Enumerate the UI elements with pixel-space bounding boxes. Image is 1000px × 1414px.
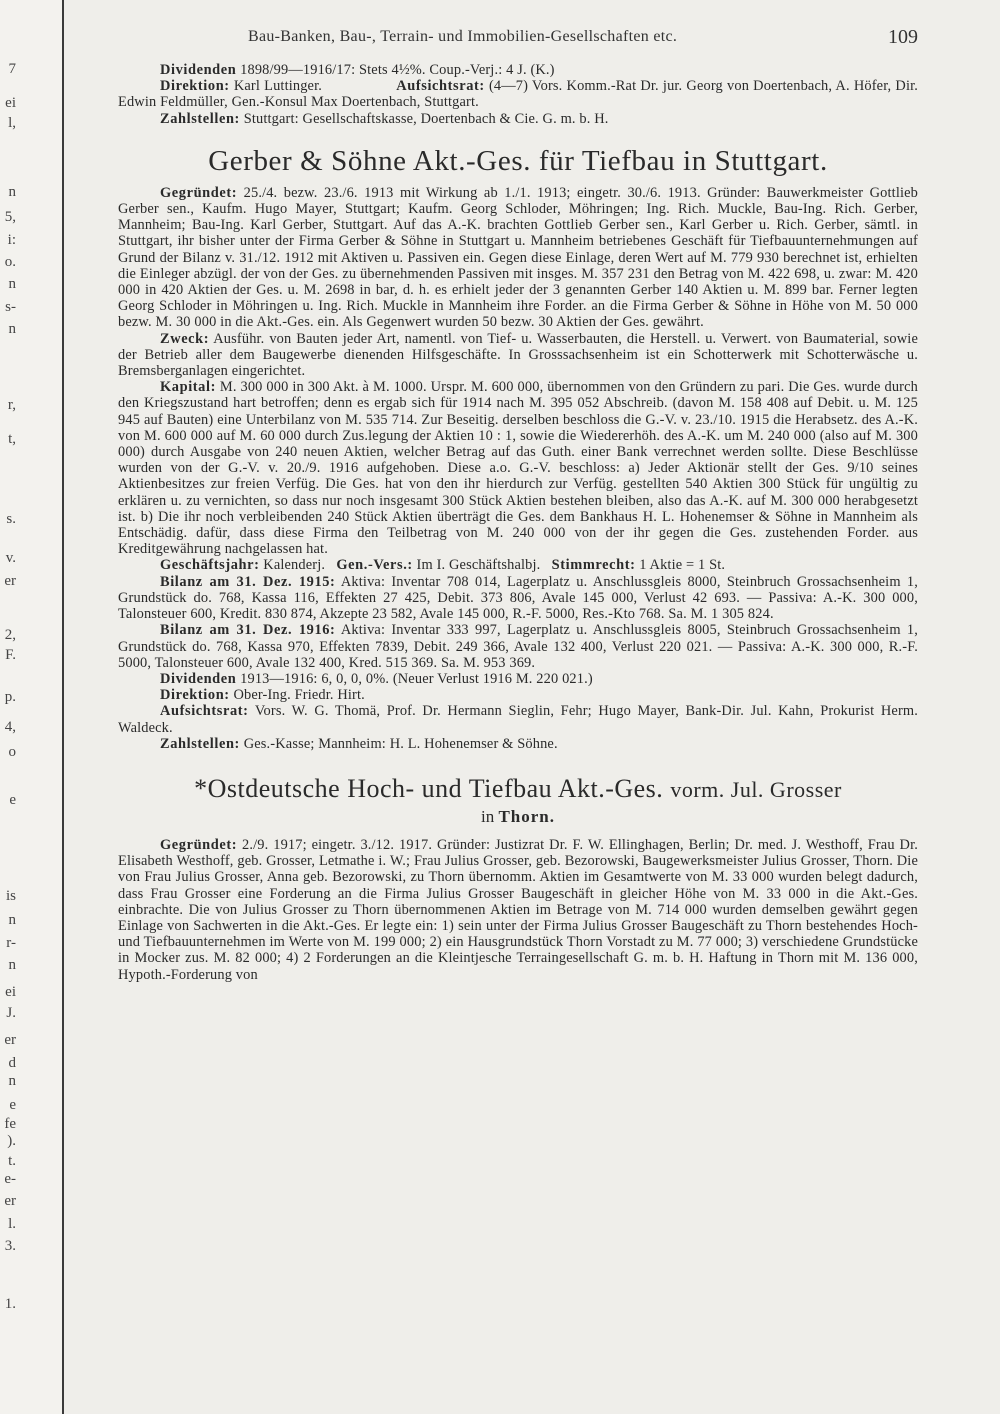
direktion-label: Direktion: xyxy=(160,78,230,95)
gutter-mark: r- xyxy=(6,935,16,951)
gutter-mark: n xyxy=(8,184,16,200)
dividenden-text: 1898/99—1916/17: Stets 4½%. Coup.-Verj.: 4 J. (K.) xyxy=(240,62,555,78)
dividenden-paragraph xyxy=(118,671,918,687)
bilanz-1915-text: Aktiva: Inventar 708 014, Lagerplatz u. Anschlussgleis 8000, Steinbruch Grossachsenheim 1, Grundstück do. 768, Kassa 116, Effekten 27 425, Debit. 373 806, Avale 145 000, Verlust 42 693. — Passiva: A.-K. 300 000, Talonsteuer 600, Kredit. 830 874, Akzepte 23 582, Avale 145 000, R.-F. 5000, Res.-Kto 768. Sa. M. 1 305 824. xyxy=(118,573,919,623)
gutter-mark: er xyxy=(4,573,16,589)
aufsichtsrat-text: (4—7) Vors. Komm.-Rat Dr. jur. Georg von Doertenbach, A. Höfer, Dir. Edwin Feldmüller, Gen.-Konsul Max Doertenbach, Stuttgart. xyxy=(118,78,919,111)
genvers-text: Im I. Geschäftshalbj. xyxy=(416,557,541,574)
aufsichtsrat-label: Aufsichtsrat: xyxy=(160,703,249,720)
left-margin-gutter xyxy=(0,0,64,1414)
gutter-mark: er xyxy=(4,1032,16,1048)
gutter-mark: p. xyxy=(4,689,16,705)
gutter-mark: i: xyxy=(7,232,16,248)
gutter-mark: v. xyxy=(5,550,16,566)
zahlstellen-text: Ges.-Kasse; Mannheim: H. L. Hohenemser & Söhne. xyxy=(243,735,558,752)
genvers-label: Gen.-Vers.: xyxy=(336,557,413,574)
gutter-mark: n xyxy=(8,1073,16,1089)
aufsichtsrat-label: Aufsichtsrat: xyxy=(396,78,485,95)
gutter-mark: n xyxy=(8,321,16,337)
gutter-mark: 1. xyxy=(4,1296,16,1312)
gutter-mark: l. xyxy=(8,1216,16,1232)
gutter-mark: n xyxy=(8,912,16,928)
gutter-mark: s. xyxy=(6,511,16,527)
stimmrecht-label: Stimmrecht: xyxy=(551,557,636,574)
running-title: Bau-Banken, Bau-, Terrain- und Immobilien-Gesellschaften etc. xyxy=(248,28,678,45)
gutter-mark: t. xyxy=(8,1153,16,1169)
gutter-mark: er xyxy=(4,1193,16,1209)
kapital-text: M. 300 000 in 300 Akt. à M. 1000. Urspr. M. 600 000, übernommen von den Gründern zu pari. Die Ges. wurde durch den Kriegszustand hart betroffen; denn es ergab sich für 1914 nach M. 395 052 Abschreib. (davon M. 158 408 auf Debit. u. M. 125 945 auf Bauten) eine Unterbilanz von M. 535 714. Zur Beseitig. derselben beschloss die G.-V. v. 23./10. 1915 die Herabsetz. des A.-K. von M. 600 000 auf M. 60 000 durch Zus.legung der Aktien 10 : 1, sowie die Wiedererhöh. des A.-K. um M. 240 000 (also auf M. 300 000) durch Ausgabe von 240 neuen Aktien, welcher Betrag auf das Guth. einer Bank verrechnet werden sollte. Diese Beschlüsse wurden von der G.-V. v. 20./9. 1916 aufgehoben. Diese a.o. G.-V. beschloss: a) Jeder Aktionär stellt der Ges. 9/10 seines Aktienbesitzes zur freien Verfüg. Die Ges. hat von den ihr hierdurch zur Verfüg. gestellten 540 Aktien 300 Stück für ungültig zu erklären u. zu vernichten, so dass nur noch insgesamt 300 Stück Aktien bestehen bleiben, also das A.-K. auf M. 300 000 herabgesetzt ist. b) Die ihr noch verbleibenden 240 Stück Aktien überträgt die Ges. dem Bankhaus H. L. Hohenemser & Söhne in Mannheim als Entschädig. dafür, dass diese Firma den Teilbetrag von M. 240 000 von der ihr gegen die Ges. zustehenden Forder. aus Kreditgewährung nachgelassen hat. xyxy=(118,379,918,558)
gutter-mark: fe xyxy=(4,1116,16,1132)
dividenden-label: Dividenden xyxy=(160,670,237,687)
direktion-text: Ober-Ing. Friedr. Hirt. xyxy=(233,687,365,704)
entry-subtitle xyxy=(118,807,918,827)
gutter-mark: 2, xyxy=(4,627,16,643)
geschaeftsjahr-label: Geschäftsjahr: xyxy=(160,557,260,574)
gutter-mark: e- xyxy=(4,1171,16,1187)
gutter-mark: t, xyxy=(8,431,16,447)
direktion-text: Karl Luttinger. xyxy=(233,78,322,95)
geschaeftsjahr-text: Kalenderj. xyxy=(263,557,326,574)
gutter-mark: l, xyxy=(8,115,16,131)
aufsichtsrat-paragraph xyxy=(118,703,918,735)
entry-subtitle-place: Thorn. xyxy=(498,806,556,826)
zahlstellen-label: Zahlstellen: xyxy=(160,110,240,127)
zahlstellen-text: Stuttgart: Gesellschaftskasse, Doertenbach & Cie. G. m. b. H. xyxy=(243,110,609,127)
zahlstellen-paragraph xyxy=(118,736,918,752)
dividenden-label: Dividenden xyxy=(160,62,237,78)
zahlstellen-paragraph xyxy=(118,111,918,127)
gutter-mark: e xyxy=(9,1097,16,1113)
entry-gerber-soehne xyxy=(118,145,918,752)
kapital-paragraph xyxy=(118,379,918,557)
gutter-mark: o. xyxy=(4,254,16,270)
page-content xyxy=(118,26,918,983)
entry-title: Gerber & Söhne Akt.-Ges. für Tiefbau in Stuttgart. xyxy=(208,144,828,177)
gutter-mark: r, xyxy=(7,397,16,413)
gutter-mark: ). xyxy=(7,1133,16,1149)
gutter-mark: F. xyxy=(5,647,16,663)
entry-title xyxy=(118,774,918,805)
previous-entry-continuation xyxy=(118,62,918,127)
gutter-mark: d xyxy=(8,1055,16,1071)
gutter-mark: ei xyxy=(5,95,16,111)
gutter-mark: J. xyxy=(6,1005,16,1021)
zweck-label: Zweck: xyxy=(160,330,210,347)
kapital-label: Kapital: xyxy=(160,379,216,396)
zweck-paragraph xyxy=(118,331,918,380)
gutter-mark: ei xyxy=(5,984,16,1000)
gegruendet-text: 2./9. 1917; eingetr. 3./12. 1917. Gründer: Justizrat Dr. F. W. Ellinghagen, Berlin; Dr. med. J. Westhoff, Frau Dr. Elisabeth Westhoff, geb. Grosser, Letmathe i. W.; Frau Julius Grosser, geb. Bezorowski, Baugewerksmeister Julius Grosser, Thorn. Die von Frau Julius Grosser, Anna geb. Bezorowski, zu Thorn übernomm. Aktien im Gesamtwerte von M. 33 000 wurden belegt dadurch, dass Frau Grosser eine Forderung an die Firma Julius Grosser Baugeschäft in gleicher Höhe von M. 33 000 in die Akt.-Ges. einbrachte. Die von Julius Grosser zu Thorn übernommenen Aktien im Betrage von M. 714 000 wurden demselben gewährt gegen Einlage von Sachwerten in die Akt.-Ges. Er legte ein: 1) sein unter der Firma Julius Grosser Baugeschäft zu Thorn bestehendes Hoch- und Tiefbauunternehmen im Werte von M. 199 000; 2) ein Hausgrundstück Thorn Vorstadt zu M. 77 000; 3) verschiedene Grundstücke in Mocker zus. M. 82 000; 4) 2 Forderungen an die Kleintjesche Terraingesellschaft G. m. b. H. Haftung in Thorn mit M. 136 000, Hypoth.-Forderung von xyxy=(118,836,918,983)
gutter-mark: is xyxy=(5,888,16,904)
direktion-paragraph xyxy=(118,687,918,703)
gutter-mark: s- xyxy=(5,299,16,315)
gegruendet-label: Gegründet: xyxy=(160,836,238,853)
stimmrecht-text: 1 Aktie = 1 St. xyxy=(639,557,726,574)
entry-subtitle-in: in xyxy=(480,806,495,826)
bilanz-1916-text: Aktiva: Inventar 333 997, Lagerplatz u. Anschlussgleis 8005, Steinbruch Grossachsenheim 1, Grundstück do. 768, Kassa 970, Effekten 7839, Debit. 249 366, Avale 132 400, Verlust 220 021. — Passiva: A.-K. 300 000, R.-F. 5000, Talonsteuer 600, Avale 132 400, Kred. 515 369. Sa. M. 953 369. xyxy=(118,622,919,671)
direktion-paragraph xyxy=(118,78,918,110)
entry-title-main: *Ostdeutsche Hoch- und Tiefbau Akt.-Ges. xyxy=(194,773,664,803)
bilanz-1916-label: Bilanz am 31. Dez. 1916: xyxy=(160,622,336,639)
zweck-text: Ausführ. von Bauten jeder Art, namentl. von Tief- u. Wasserbauten, die Herstell. u. Verwert. von Baumaterial, sowie der Betrieb aller dem Baugewerbe dienenden Hilfsgeschäfte. In Grosssachsenheim ist ein Schotterwerk mit Schotterwäsche u. Bremsberganlagen eingerichtet. xyxy=(118,330,918,380)
bilanz-1915-label: Bilanz am 31. Dez. 1915: xyxy=(160,573,336,590)
gegruendet-text: 25./4. bezw. 23./6. 1913 mit Wirkung ab 1./1. 1913; eingetr. 30./6. 1913. Gründer: Bauwerkmeister Gottlieb Gerber sen., Kaufm. Hugo Mayer, Stuttgart; Kaufm. Georg Schloder, Möhringen; Ing. Rich. Muckle, Bau-Ing. Rich. Gerber, Mannheim; Bau-Ing. Karl Gerber, Stuttgart. Auf das A.-K. brachten Gottlieb Gerber sen., Karl Gerber u. Rich. Gerber, sämtl. in Stuttgart, ihr bisher unter der Firma Gerber & Söhne in Stuttgart u. Mannheim betriebenes Geschäft für Tiefbauunternehmungen auf Grund der Bilanz v. 31./12. 1912 mit Aktiven u. Passiven ein. Gegen diese Einlage, deren Wert auf M. 779 930 berechnet ist, erhielten die Einleger abzügl. der von der Ges. zu übernehmenden Passiven mit insges. M. 357 231 den Betrag von M. 422 698, u. zwar: M. 420 000 in 420 Aktien der Ges. u. M. 2698 in bar, d. h. es erhielt jeder der 3 genannten Gerber 140 Aktien u. M. 899 bar. Ferner legten Georg Schloder in Möhringen u. Ing. Rich. Muckle in Mannheim ihre Forder. an die Firma Gerber & Söhne in Höhe von M. 50 000 bezw. M. 30 000 in die Akt.-Ges. ein. Als Gegenwert wurden 50 bezw. 30 Aktien der Ges. gewährt. xyxy=(118,184,919,331)
gutter-mark: 7 xyxy=(8,61,16,77)
direktion-label: Direktion: xyxy=(160,687,230,704)
zahlstellen-label: Zahlstellen: xyxy=(160,735,240,752)
bilanz-1915-paragraph xyxy=(118,574,918,623)
gutter-mark: 5, xyxy=(4,209,16,225)
gegruendet-label: Gegründet: xyxy=(160,184,238,201)
gutter-mark: n xyxy=(8,957,16,973)
gegruendet-paragraph xyxy=(118,837,918,983)
running-header xyxy=(118,26,918,62)
entry-title-vorm: vorm. Jul. Grosser xyxy=(670,776,842,802)
dividenden-text: 1913—1916: 6, 0, 0, 0%. (Neuer Verlust 1916 M. 220 021.) xyxy=(240,670,593,687)
gutter-mark: 3. xyxy=(4,1238,16,1254)
geschaeftsjahr-paragraph xyxy=(118,557,918,573)
gegruendet-paragraph xyxy=(118,185,918,331)
bilanz-1916-paragraph xyxy=(118,622,918,671)
gutter-mark: 4, xyxy=(4,719,16,735)
aufsichtsrat-text: Vors. W. G. Thomä, Prof. Dr. Hermann Sieglin, Fehr; Hugo Mayer, Bank-Dir. Jul. Kahn, Prokurist Herm. Waldeck. xyxy=(118,703,918,736)
entry-ostdeutsche-hoch-tiefbau xyxy=(118,774,918,983)
page-number: 109 xyxy=(888,26,918,48)
gutter-mark: o xyxy=(8,744,16,760)
dividenden-paragraph xyxy=(118,62,918,78)
gutter-mark: n xyxy=(8,276,16,292)
gutter-mark: e xyxy=(9,792,16,808)
